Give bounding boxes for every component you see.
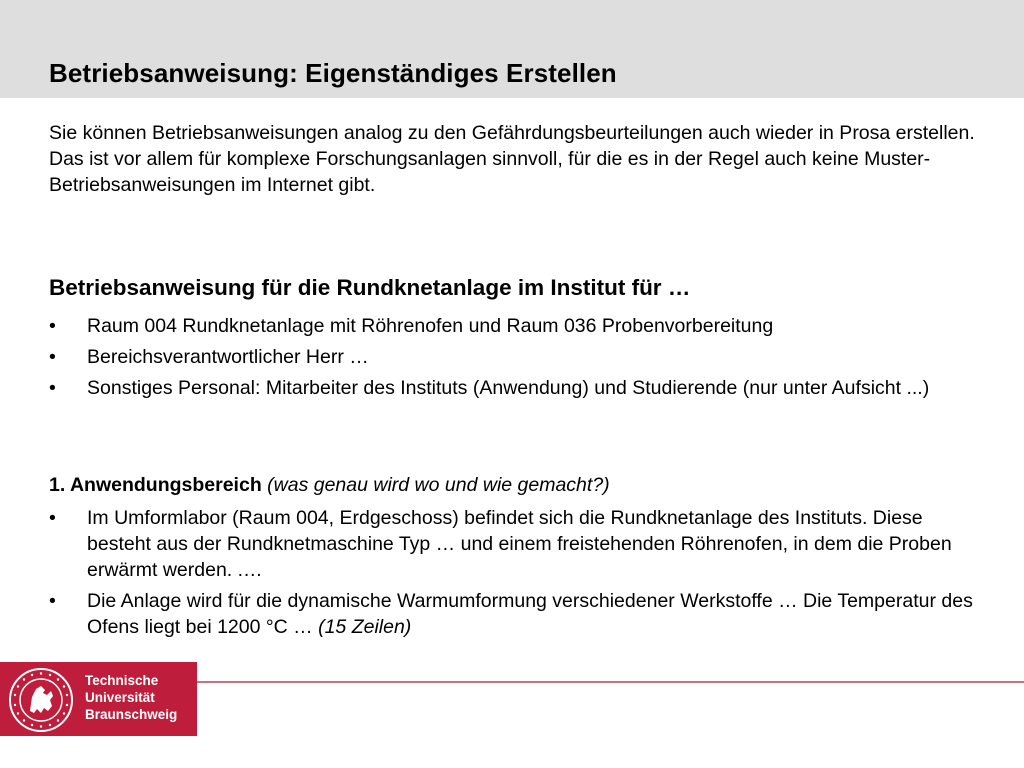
list-item-italic-note: (15 Zeilen) (318, 616, 412, 638)
list-item-text: Sonstiges Personal: Mitarbeiter des Instituts (Anwendung) und Studierende (nur unter Aufsicht ...) (87, 377, 930, 399)
list-item (49, 313, 979, 339)
university-seal-icon (8, 667, 74, 733)
list-item-text: Die Anlage wird für die dynamische Warmumformung verschiedener Werkstoffe … Die Temperatur des Ofens liegt bei 1200 °C … (87, 590, 973, 638)
bullet-list-personnel (49, 313, 979, 401)
logo-wordmark (85, 672, 177, 723)
list-item-text: Raum 004 Rundknetanlage mit Röhrenofen und Raum 036 Probenvorbereitung (87, 315, 774, 337)
bullet-dot: • (49, 377, 56, 399)
bullet-dot: • (49, 590, 56, 612)
subsection-heading (49, 472, 610, 498)
bullet-dot: • (49, 507, 56, 529)
bullet-dot: • (49, 346, 56, 368)
footer-divider (197, 681, 1024, 683)
list-item-text: Bereichsverantwortlicher Herr … (87, 346, 369, 368)
intro-paragraph: Sie können Betriebsanweisungen analog zu den Gefährdungsbeurteilungen auch wieder in Prosa erstellen. Das ist vor allem für komplexe Forschungsanlagen sinnvoll, für die es in der Regel auch keine Muster-Betriebsanweisungen im Internet gibt. (49, 122, 975, 196)
list-item (49, 344, 979, 370)
bullet-dot: • (49, 315, 56, 337)
list-item (49, 588, 979, 640)
list-item (49, 505, 979, 583)
bullet-list-scope (49, 505, 979, 640)
section-heading: Betriebsanweisung für die Rundknetanlage im Institut für … (49, 275, 691, 300)
subsection-title: 1. Anwendungsbereich (49, 474, 262, 496)
logo-line: Braunschweig (85, 707, 178, 722)
university-logo (0, 662, 197, 736)
slide-title: Betriebsanweisung: Eigenständiges Erstellen (49, 58, 617, 88)
list-item-text: Im Umformlabor (Raum 004, Erdgeschoss) befindet sich die Rundknetanlage des Instituts. Diese besteht aus der Rundknetmaschine Typ … und einem freistehenden Röhrenofen, in dem die Proben erwärmt werden. .… (87, 507, 952, 581)
list-item (49, 375, 979, 401)
logo-line: Universität (85, 690, 155, 705)
logo-line: Technische (85, 673, 159, 688)
subsection-hint: (was genau wird wo und wie gemacht?) (267, 474, 610, 496)
